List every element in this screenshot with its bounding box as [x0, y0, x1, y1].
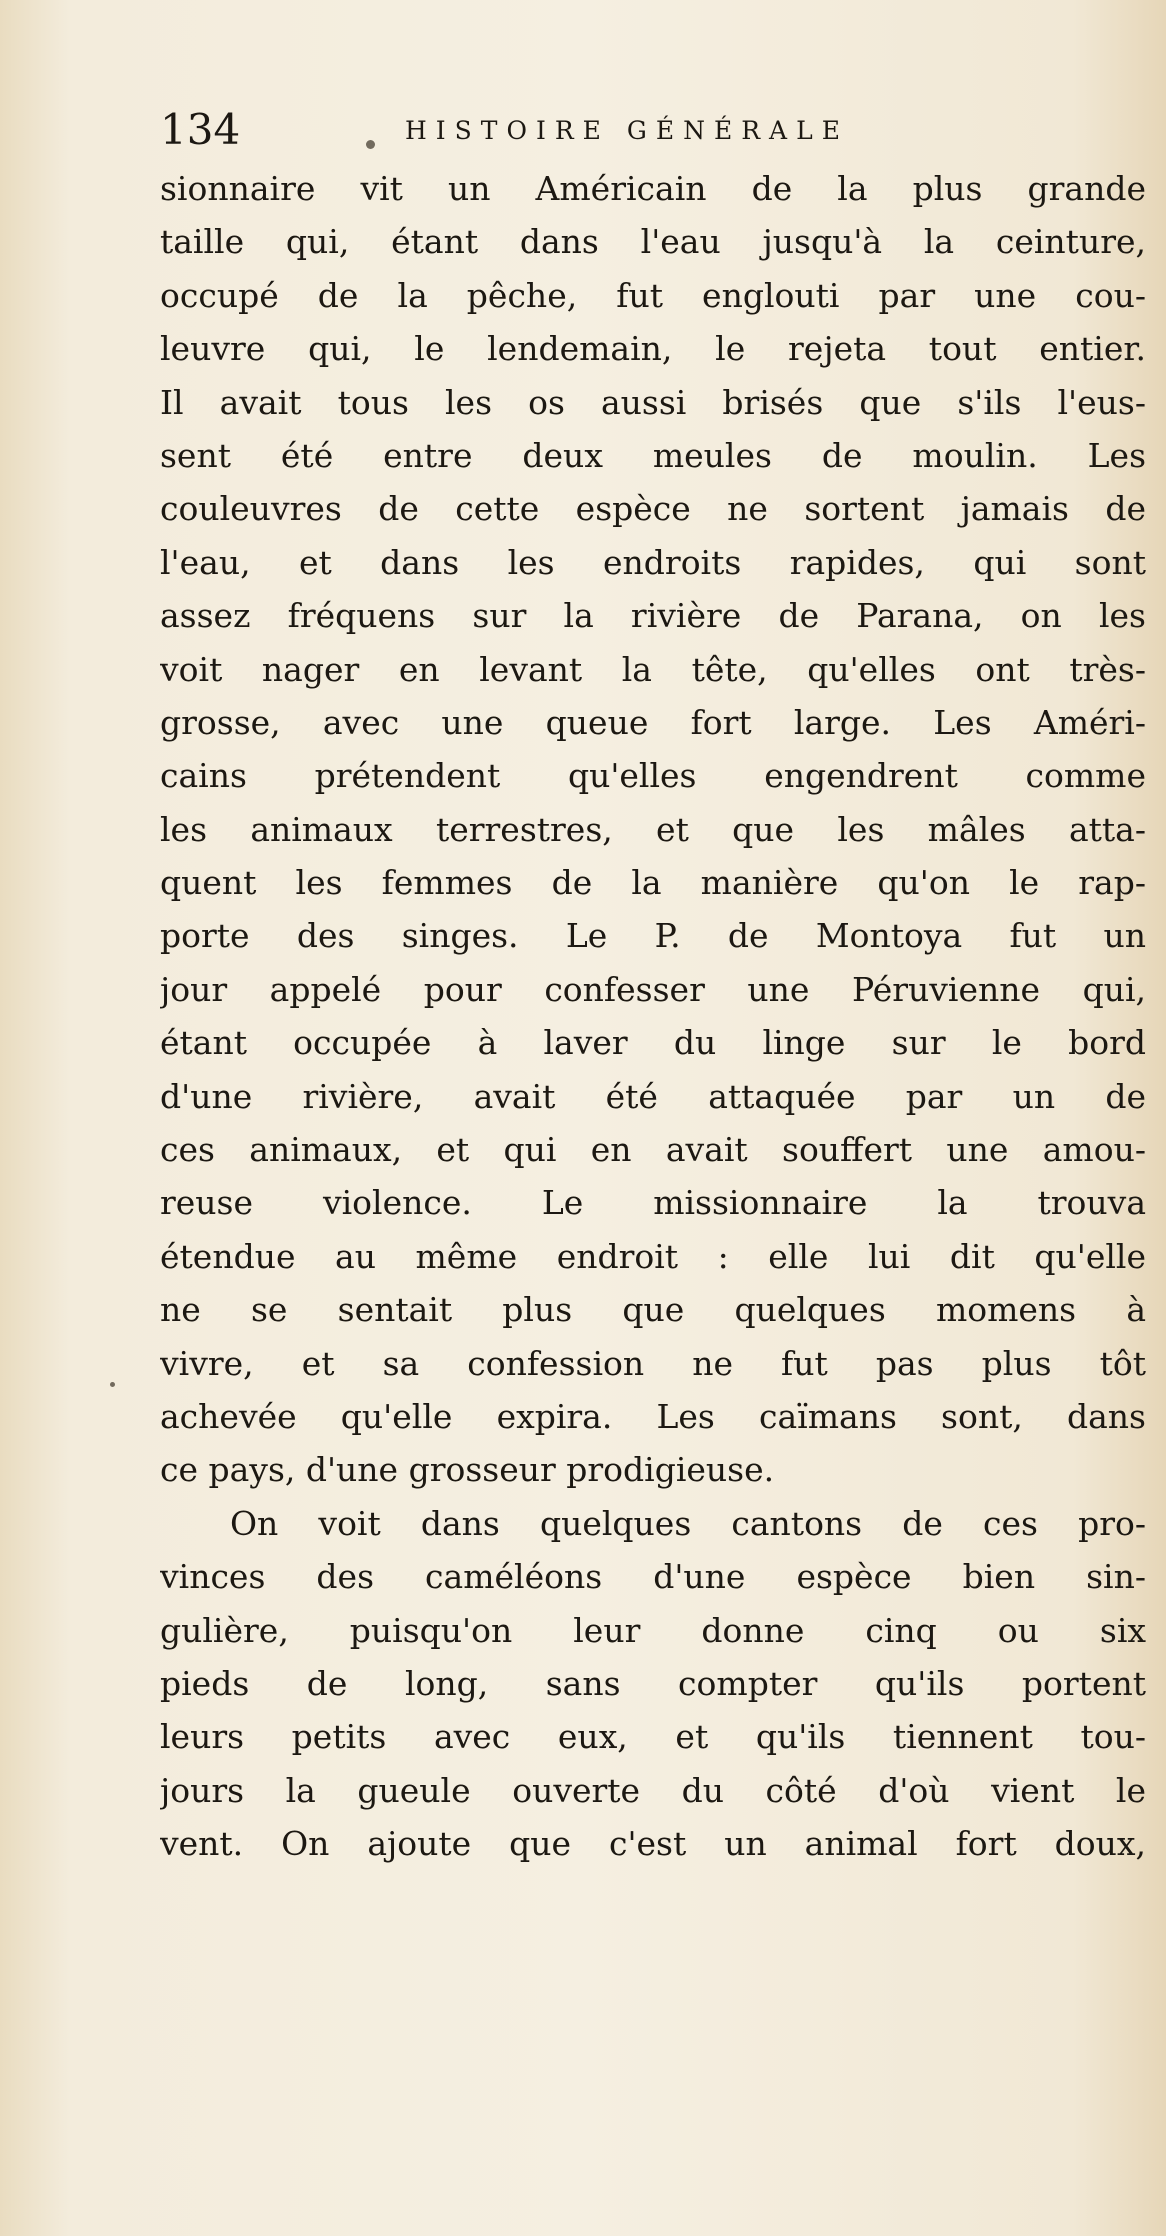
text-line: leurs petits avec eux, et qu'ils tiennent tou- [160, 1717, 1146, 1757]
text-line: ne se sentait plus que quelques momens à [160, 1290, 1146, 1330]
text-line: vinces des caméléons d'une espèce bien sin- [160, 1557, 1146, 1597]
text-line: vent. On ajoute que c'est un animal fort doux, [160, 1824, 1146, 1864]
page-header [160, 100, 1140, 160]
text-line: achevée qu'elle expira. Les caïmans sont, dans [160, 1396, 1146, 1436]
text-line: On voit dans quelques cantons de ces pro- [230, 1503, 1146, 1543]
text-line: assez fréquens sur la rivière de Parana, on les [160, 596, 1146, 636]
text-line: étant occupée à laver du linge sur le bord [160, 1023, 1146, 1063]
ink-speck [110, 1382, 115, 1387]
text-line: d'une rivière, avait été attaquée par un de [160, 1076, 1146, 1116]
ink-speck [366, 140, 375, 149]
page-number: 134 [160, 105, 241, 154]
text-line: jours la gueule ouverte du côté d'où vient le [160, 1770, 1146, 1810]
text-line: pieds de long, sans compter qu'ils portent [160, 1663, 1146, 1703]
text-line: Il avait tous les os aussi brisés que s'ils l'eus- [160, 382, 1146, 422]
text-line: taille qui, étant dans l'eau jusqu'à la ceinture, [160, 222, 1146, 262]
text-line: gulière, puisqu'on leur donne cinq ou six [160, 1610, 1146, 1650]
text-line: occupé de la pêche, fut englouti par une cou- [160, 275, 1146, 315]
text-line: sionnaire vit un Américain de la plus grande [160, 169, 1146, 208]
text-line: sent été entre deux meules de moulin. Les [160, 435, 1146, 475]
paragraph-2 [160, 1497, 1146, 1871]
text-line: porte des singes. Le P. de Montoya fut un [160, 916, 1146, 956]
text-line: reuse violence. Le missionnaire la trouva [160, 1183, 1146, 1223]
text-line: ce pays, d'une grosseur prodigieuse. [160, 1450, 775, 1490]
text-line: vivre, et sa confession ne fut pas plus tôt [160, 1343, 1146, 1383]
text-line: ces animaux, et qui en avait souffert une amou- [160, 1130, 1146, 1170]
text-line: jour appelé pour confesser une Péruvienne qui, [160, 969, 1146, 1009]
text-line: leuvre qui, le lendemain, le rejeta tout entier. [160, 329, 1146, 369]
running-head: HISTOIRE GÉNÉRALE [405, 116, 849, 145]
text-line: cains prétendent qu'elles engendrent comme [160, 756, 1146, 796]
text-line: grosse, avec une queue fort large. Les Améri- [160, 702, 1146, 742]
text-line: étendue au même endroit : elle lui dit qu'elle [160, 1236, 1146, 1276]
body-text [160, 162, 1146, 1871]
text-line: les animaux terrestres, et que les mâles atta- [160, 809, 1146, 849]
text-line: quent les femmes de la manière qu'on le rap- [160, 863, 1146, 903]
text-line: l'eau, et dans les endroits rapides, qui sont [160, 542, 1146, 582]
paragraph-1 [160, 162, 1146, 1497]
text-line: voit nager en levant la tête, qu'elles ont très- [160, 649, 1146, 689]
text-line: couleuvres de cette espèce ne sortent jamais de [160, 489, 1146, 529]
